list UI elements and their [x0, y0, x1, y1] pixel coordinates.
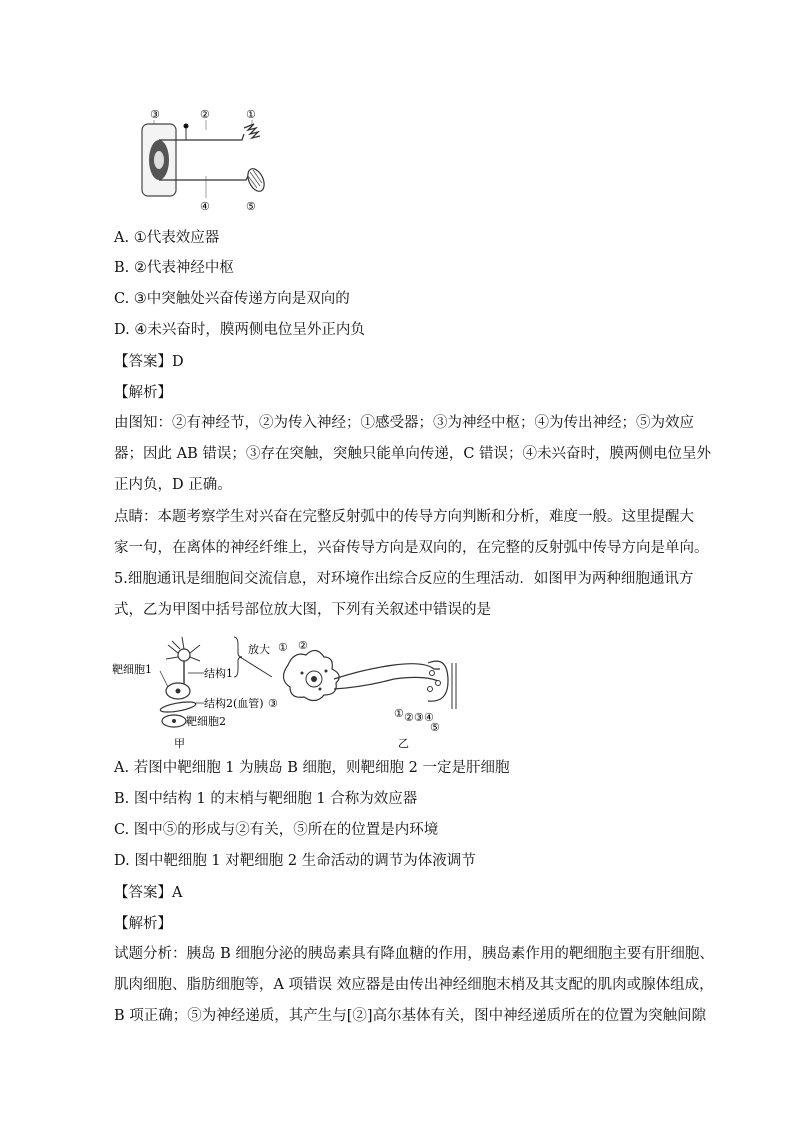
fig1-label-5: ⑤ — [246, 200, 256, 212]
fig1-label-1: ① — [246, 108, 256, 121]
fig2-circled-1a: ① — [278, 641, 288, 654]
q5-analysis-line-3: B 项正确；⑤为神经递质，其产生与[②]高尔基体有关，图中神经递质所在的位置为突触间隙 — [114, 1008, 707, 1024]
q5-analysis-label: 【解析】 — [114, 916, 172, 932]
q5-option-b: B. 图中结构 1 的末梢与靶细胞 1 合称为效应器 — [114, 791, 418, 807]
target-cell-2 — [162, 715, 186, 727]
fig2-circled-3a: ③ — [268, 697, 278, 710]
q4-analysis-label: 【解析】 — [114, 385, 172, 401]
q4-comment-line-1: 点睛：本题考察学生对兴奋在完整反射弧中的传导方向判断和分析，难度一般。这里提醒大 — [114, 509, 694, 525]
q4-option-c: C. ③中突触处兴奋传递方向是双向的 — [114, 291, 350, 307]
fig1-label-2: ② — [200, 108, 210, 121]
q5-option-c: C. 图中⑤的形成与②有关，⑤所在的位置是内环境 — [114, 822, 439, 838]
fig2-circled-5b: ⑤ — [430, 721, 440, 734]
q4-comment-line-2: 家一句，在离体的神经纤维上，兴奋传导方向是双向的，在完整的反射弧中传导方向是单向。 — [114, 540, 709, 556]
fig2-jia-label: 甲 — [174, 737, 185, 750]
q5-analysis-line-2: 肌肉细胞、脂肪细胞等，A 项错误 效应器是由传出神经细胞末梢及其支配的肌肉或腺体组成， — [114, 977, 714, 993]
blood-vessel — [160, 700, 197, 714]
target-cell-1 — [166, 683, 190, 699]
effector-muscle-icon — [245, 166, 268, 194]
fig1-label-3: ③ — [150, 108, 160, 121]
fig2-yi-label: 乙 — [398, 737, 409, 750]
fig2-enlarge-label: 放大 — [248, 643, 270, 656]
fig2-circled-2b: ② — [404, 711, 414, 724]
fig2-circled-1b: ① — [394, 707, 404, 720]
neuron-cell-body — [166, 637, 200, 685]
q4-analysis-line-3: 正内负，D 正确。 — [114, 477, 232, 493]
fig2-target2-label: 靶细胞2 — [186, 715, 226, 728]
q4-analysis-line-1: 由图知：②有神经节，②为传入神经；①感受器；③为神经中枢；④为传出神经；⑤为效应 — [114, 415, 694, 431]
fig2-circled-4b: ④ — [424, 711, 434, 724]
q4-analysis-line-2: 器；因此 AB 错误；③存在突触，突触只能单向传递，C 错误；④未兴奋时，膜两侧电位呈外 — [114, 446, 712, 462]
fig2-circled-2a: ② — [298, 639, 308, 652]
q5-answer: 【答案】A — [114, 885, 183, 901]
q4-answer: 【答案】D — [114, 354, 184, 370]
ganglion — [184, 124, 189, 129]
cell-communication-figure — [112, 633, 474, 751]
fig2-circled-3b: ③ — [414, 711, 424, 724]
fig1-label-4: ④ — [200, 200, 210, 212]
q5-option-a: A. 若图中靶细胞 1 为胰岛 B 细胞，则靶细胞 2 一定是肝细胞 — [114, 760, 510, 776]
enlarged-neuron — [283, 650, 456, 709]
q5-stem-line-2: 式，乙为甲图中括号部位放大图，下列有关叙述中错误的是 — [114, 602, 491, 618]
fig2-structure2-label: 结构2(血管) — [204, 697, 264, 710]
reflex-arc-figure — [136, 104, 276, 212]
fig2-structure1-label: 结构1 — [204, 667, 233, 680]
q4-option-d: D. ④未兴奋时，膜两侧电位呈外正内负 — [114, 322, 365, 338]
q5-option-d: D. 图中靶细胞 1 对靶细胞 2 生命活动的调节为体液调节 — [114, 853, 476, 869]
q5-analysis-line-1: 试题分析：胰岛 B 细胞分泌的胰岛素具有降血糖的作用，胰岛素作用的靶细胞主要有肝细胞、 — [114, 946, 714, 962]
fig2-target1-label: 靶细胞1 — [112, 663, 152, 676]
q4-option-b: B. ②代表神经中枢 — [114, 260, 234, 276]
q4-option-a: A. ①代表效应器 — [114, 230, 220, 246]
receptor-icon — [244, 124, 260, 138]
q5-stem-line-1: 5.细胞通讯是细胞间交流信息，对环境作出综合反应的生理活动．如图甲为两种细胞通讯方 — [114, 571, 694, 587]
